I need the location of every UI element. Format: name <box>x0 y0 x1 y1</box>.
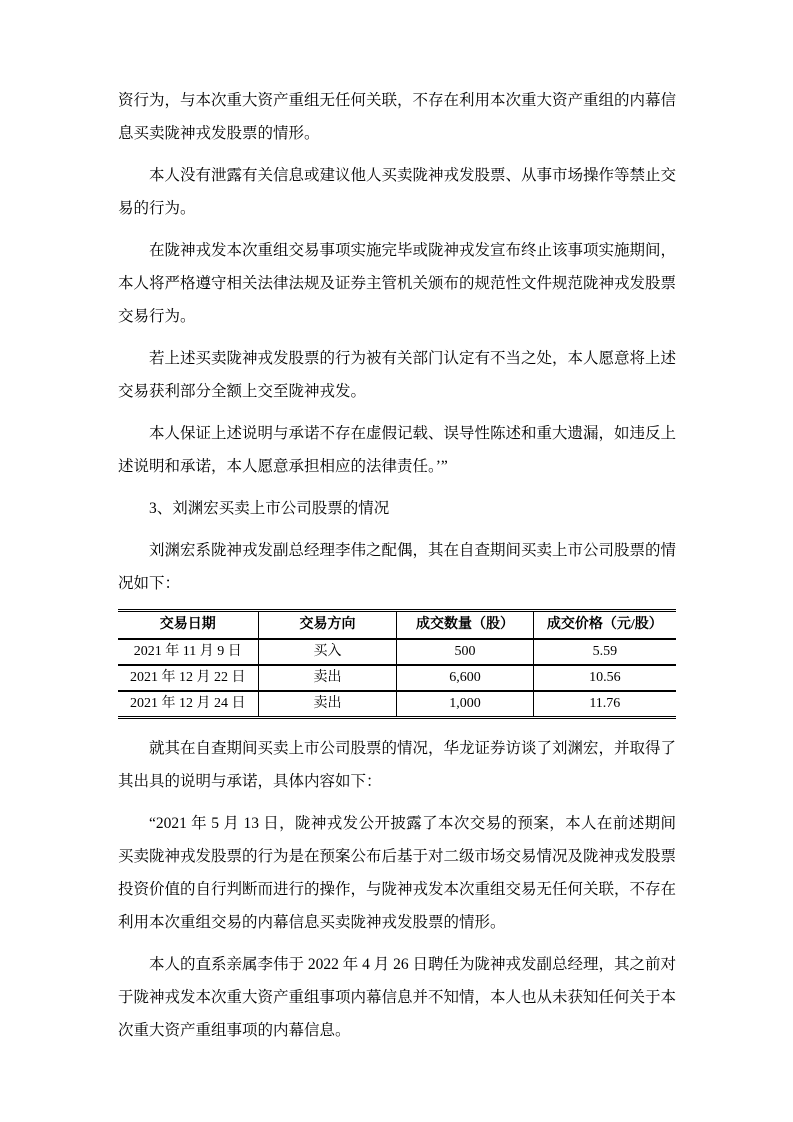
paragraph-profit-surrender: 若上述买卖陇神戎发股票的行为被有关部门认定有不当之处，本人愿意将上述交易获利部分全额上交至陇神戎发。 <box>118 350 677 400</box>
col-header-trade-date: 交易日期 <box>118 611 258 640</box>
cell-price: 5.59 <box>533 639 676 665</box>
paragraph-guarantee: 本人保证上述说明与承诺不存在虚假记载、误导性陈述和重大遗漏，如违反上述说明和承诺，本人愿意承担相应的法律责任。’” <box>118 425 677 475</box>
paragraph-continuation: 资行为，与本次重大资产重组无任何关联，不存在利用本次重大资产重组的内幕信息买卖陇神戎发股票的情形。 <box>118 92 677 142</box>
cell-trade-direction: 买入 <box>258 639 397 665</box>
col-header-price: 成交价格（元/股） <box>533 611 676 640</box>
paragraph-quote-statement: “2021 年 5 月 13 日，陇神戎发公开披露了本次交易的预案，本人在前述期间买卖陇神戎发股票的行为是在预案公布后基于对二级市场交易情况及陇神戎发股票投资价值的自行判断而进行的操作，与陇神戎发本次重组交易无任何关联，不存在利用本次重组交易的内幕信息买卖陇神戎发股票的情形。 <box>118 815 677 931</box>
stock-trading-table <box>118 609 676 719</box>
paragraph-no-leak-commitment: 本人没有泄露有关信息或建议他人买卖陇神戎发股票、从事市场操作等禁止交易的行为。 <box>118 167 677 217</box>
document-content <box>118 84 676 1056</box>
cell-price: 11.76 <box>589 696 621 711</box>
table-row <box>118 639 676 665</box>
table-header-row <box>118 611 676 640</box>
cell-trade-date: 2021 年 12 月 22 日 <box>118 665 258 691</box>
paragraph-relative-statement: 本人的直系亲属李伟于 2022 年 4 月 26 日聘任为陇神戎发副总经理，其之前对于陇神戎发本次重大资产重组事项内幕信息并不知情，本人也从未获知任何关于本次重大资产重组事项的内幕信息。 <box>118 956 677 1039</box>
cell-volume: 1,000 <box>397 691 533 718</box>
col-header-trade-direction: 交易方向 <box>258 611 397 640</box>
col-header-volume: 成交数量（股） <box>397 611 533 640</box>
cell-trade-date: 2021 年 12 月 24 日 <box>118 691 258 718</box>
cell-trade-direction: 卖出 <box>258 665 397 691</box>
cell-trade-direction: 卖出 <box>258 691 397 718</box>
cell-trade-date: 2021 年 11 月 9 日 <box>118 639 258 665</box>
paragraph-compliance-commitment: 在陇神戎发本次重组交易事项实施完毕或陇神戎发宣布终止该事项实施期间，本人将严格遵守相关法律法规及证券主管机关颁布的规范性文件规范陇神戎发股票交易行为。 <box>118 242 677 325</box>
cell-price: 10.56 <box>533 665 676 691</box>
table-row <box>118 665 676 691</box>
section-heading: 3、刘渊宏买卖上市公司股票的情况 <box>149 500 390 517</box>
paragraph-table-intro: 刘渊宏系陇神戎发副总经理李伟之配偶，其在自查期间买卖上市公司股票的情况如下： <box>118 542 677 592</box>
cell-volume: 6,600 <box>397 665 533 691</box>
paragraph-interview: 就其在自查期间买卖上市公司股票的情况，华龙证券访谈了刘渊宏，并取得了其出具的说明与承诺，具体内容如下： <box>118 740 677 790</box>
table-row <box>118 691 676 718</box>
cell-volume: 500 <box>397 639 533 665</box>
